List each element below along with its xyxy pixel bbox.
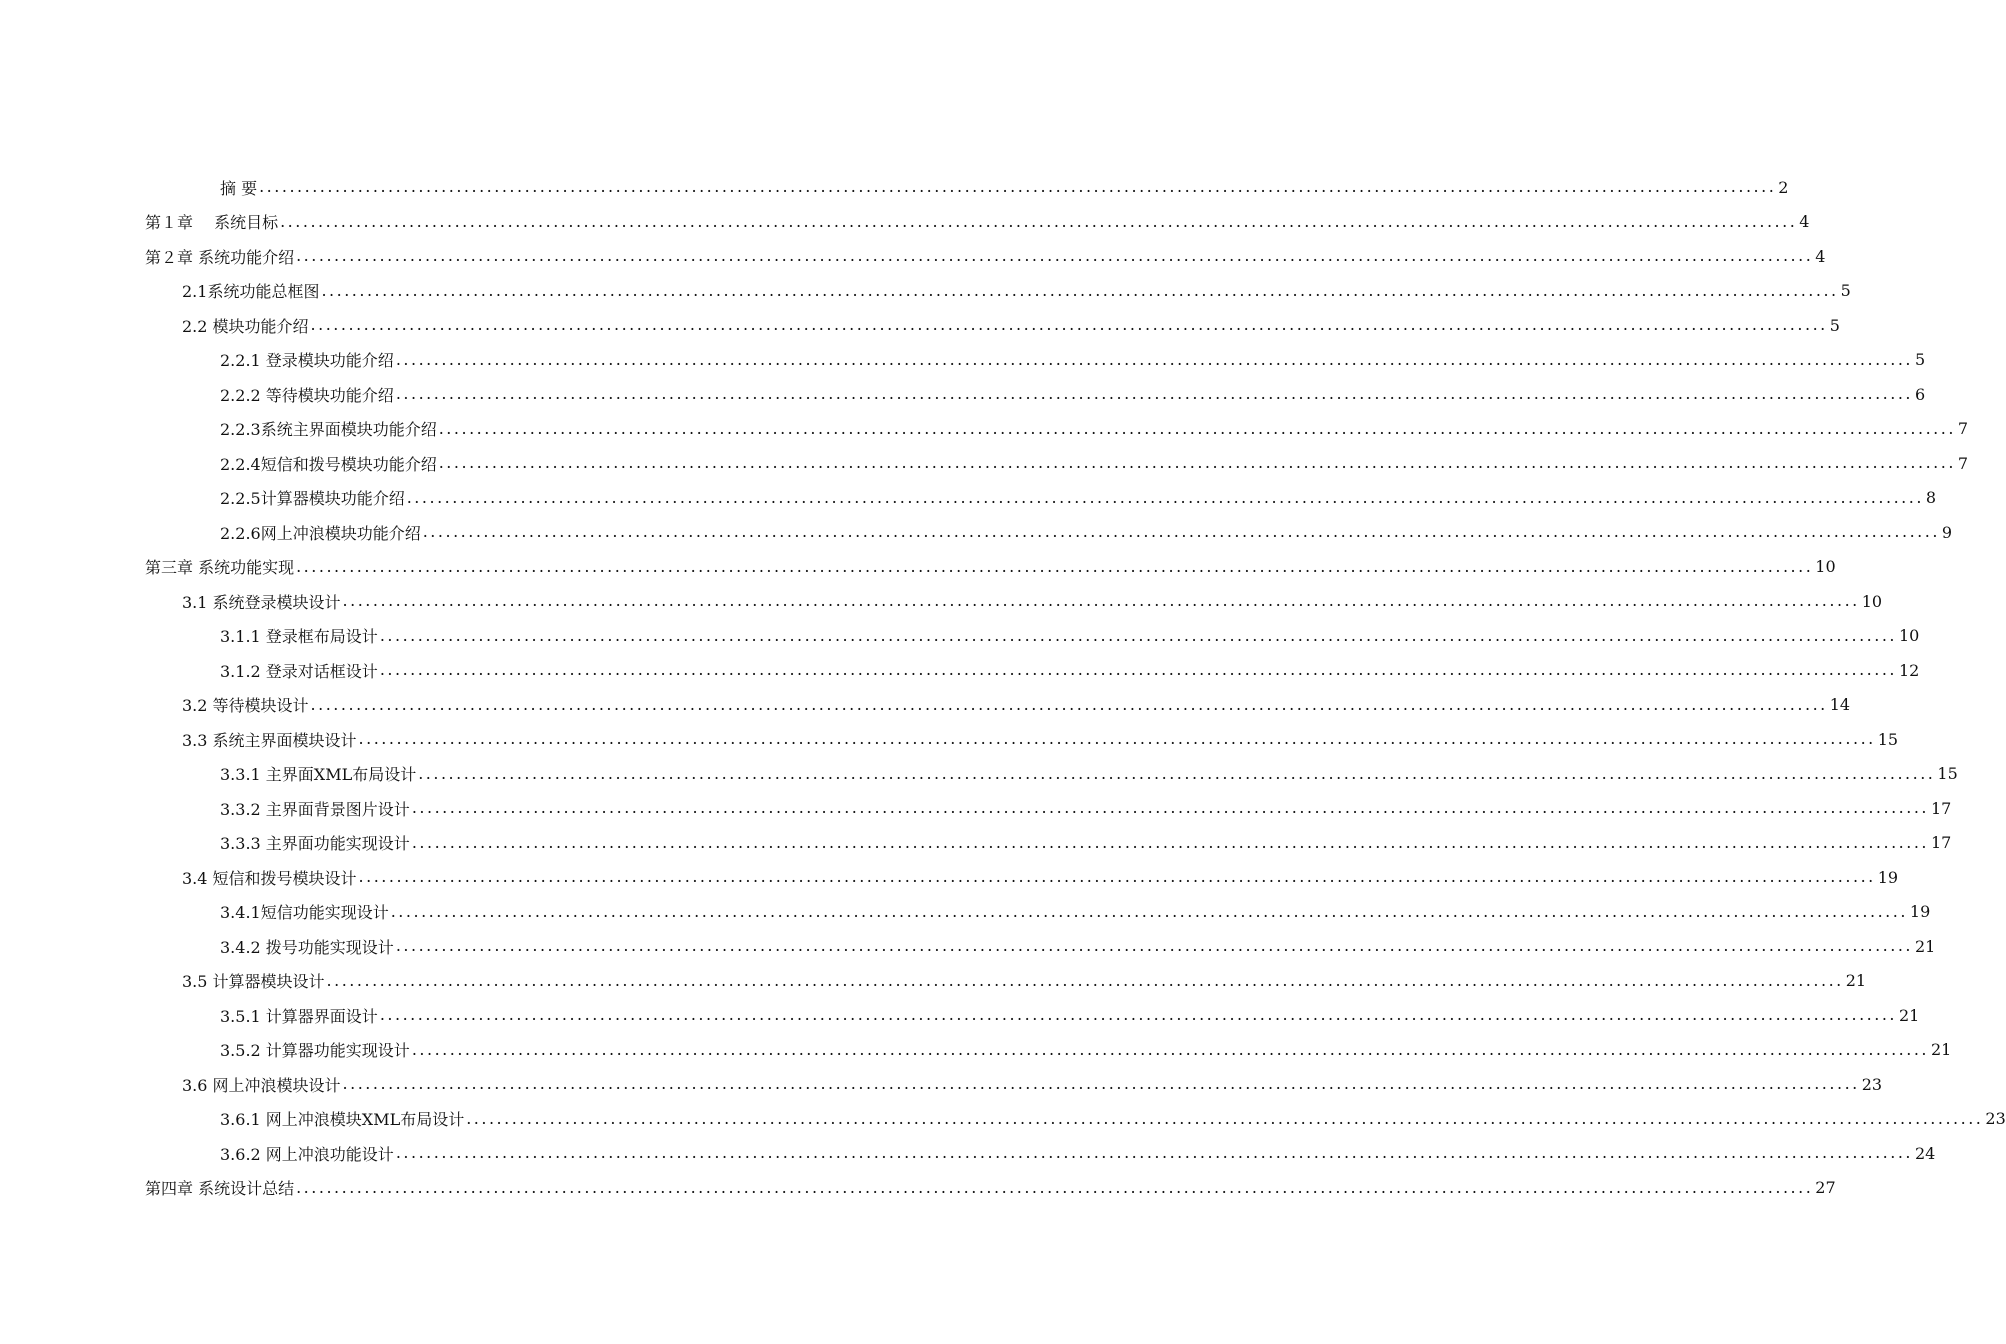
toc-entry-page-number: 17 bbox=[1931, 833, 1952, 853]
toc-entry[interactable] bbox=[220, 998, 1920, 1033]
dot-leader: ........................................................................................................................................................................................................ bbox=[390, 901, 1908, 921]
toc-entry-title: 第四章 系统设计总结 bbox=[145, 1176, 296, 1199]
toc-entry[interactable] bbox=[220, 895, 1931, 930]
toc-entry-title: 2.2.2 等待模块功能介绍 bbox=[220, 383, 396, 406]
toc-entry[interactable] bbox=[220, 446, 1969, 481]
dot-leader: ........................................................................................................................................................................................................ bbox=[411, 798, 1929, 818]
toc-entry-title: 2.2.1 登录模块功能介绍 bbox=[220, 348, 396, 371]
toc-entry-page-number: 19 bbox=[1877, 867, 1899, 887]
dot-leader: ........................................................................................................................................................................................................ bbox=[422, 522, 1940, 542]
toc-entry-title: 2.2 模块功能介绍 bbox=[182, 314, 311, 337]
dot-leader: ........................................................................................................................................................................................................ bbox=[379, 1005, 1897, 1025]
toc-entry-title: 3.3.1 主界面XML布局设计 bbox=[220, 762, 418, 785]
toc-entry-title: 3.5 计算器模块设计 bbox=[182, 969, 327, 992]
toc-entry-page-number: 17 bbox=[1931, 798, 1952, 818]
toc-entry-title: 3.1.1 登录框布局设计 bbox=[220, 624, 380, 647]
dot-leader: ........................................................................................................................................................................................................ bbox=[326, 970, 1844, 990]
toc-entry-title: 摘 要 bbox=[220, 176, 259, 199]
toc-entry-page-number: 9 bbox=[1941, 522, 1953, 542]
toc-entry-page-number: 2 bbox=[1778, 177, 1789, 197]
toc-entry[interactable] bbox=[220, 757, 1958, 792]
toc-entry[interactable] bbox=[220, 619, 1920, 654]
toc-entry-page-number: 6 bbox=[1915, 384, 1926, 404]
toc-entry[interactable] bbox=[220, 791, 1952, 826]
dot-leader: ........................................................................................................................................................................................................ bbox=[411, 1039, 1929, 1059]
toc-entry-page-number: 23 bbox=[1985, 1109, 2006, 1129]
toc-entry-page-number: 21 bbox=[1899, 1005, 1920, 1025]
toc-entry[interactable] bbox=[182, 1067, 1883, 1102]
dot-leader: ........................................................................................................................................................................................................ bbox=[379, 660, 1897, 680]
toc-entry-page-number: 5 bbox=[1829, 315, 1840, 335]
toc-entry-page-number: 23 bbox=[1861, 1074, 1883, 1094]
toc-entry[interactable] bbox=[182, 860, 1899, 895]
dot-leader: ........................................................................................................................................................................................................ bbox=[280, 211, 1798, 231]
toc-entry-page-number: 21 bbox=[1931, 1040, 1952, 1060]
toc-entry-page-number: 8 bbox=[1925, 488, 1937, 508]
toc-entry[interactable] bbox=[182, 688, 1851, 723]
toc-entry[interactable] bbox=[182, 964, 1867, 999]
toc-entry-title: 第１章 系统目标 bbox=[145, 210, 280, 233]
toc-entry-page-number: 4 bbox=[1815, 246, 1826, 266]
toc-entry[interactable] bbox=[220, 170, 1789, 205]
toc-entry[interactable] bbox=[220, 826, 1952, 861]
toc-entry-title: 3.2 等待模块设计 bbox=[182, 693, 311, 716]
dot-leader: ........................................................................................................................................................................................................ bbox=[395, 936, 1913, 956]
toc-entry-page-number: 10 bbox=[1899, 626, 1920, 646]
toc-entry[interactable] bbox=[220, 1033, 1952, 1068]
toc-entry[interactable] bbox=[145, 239, 1826, 274]
toc-entry-page-number: 12 bbox=[1899, 660, 1920, 680]
dot-leader: ........................................................................................................................................................................................................ bbox=[395, 349, 1913, 369]
toc-entry[interactable] bbox=[220, 481, 1937, 516]
toc-entry-page-number: 21 bbox=[1915, 936, 1936, 956]
toc-entry-title: 3.4.2 拨号功能实现设计 bbox=[220, 935, 396, 958]
toc-entry[interactable] bbox=[220, 653, 1920, 688]
toc-entry[interactable] bbox=[145, 205, 1810, 240]
dot-leader: ........................................................................................................................................................................................................ bbox=[411, 832, 1929, 852]
toc-entry-title: 3.4 短信和拨号模块设计 bbox=[182, 866, 359, 889]
toc-entry[interactable] bbox=[220, 1136, 1936, 1171]
dot-leader: ........................................................................................................................................................................................................ bbox=[321, 280, 1839, 300]
dot-leader: ........................................................................................................................................................................................................ bbox=[438, 453, 1956, 473]
toc-entry[interactable] bbox=[220, 412, 1969, 447]
toc-entry-title: 3.1.2 登录对话框设计 bbox=[220, 659, 380, 682]
toc-entry-page-number: 24 bbox=[1915, 1143, 1936, 1163]
toc-entry[interactable] bbox=[182, 584, 1883, 619]
toc-entry-title: 3.6.2 网上冲浪功能设计 bbox=[220, 1142, 396, 1165]
dot-leader: ........................................................................................................................................................................................................ bbox=[342, 591, 1860, 611]
toc-entry-title: 3.5.1 计算器界面设计 bbox=[220, 1004, 380, 1027]
dot-leader: ........................................................................................................................................................................................................ bbox=[310, 315, 1828, 335]
toc-entry[interactable] bbox=[182, 722, 1899, 757]
toc-entry-title: 3.3.2 主界面背景图片设计 bbox=[220, 797, 412, 820]
toc-entry-title: 3.5.2 计算器功能实现设计 bbox=[220, 1038, 412, 1061]
dot-leader: ........................................................................................................................................................................................................ bbox=[296, 556, 1814, 576]
toc-entry-page-number: 4 bbox=[1799, 212, 1810, 232]
toc-entry[interactable] bbox=[220, 377, 1926, 412]
dot-leader: ........................................................................................................................................................................................................ bbox=[358, 867, 1876, 887]
dot-leader: ........................................................................................................................................................................................................ bbox=[296, 1177, 1814, 1197]
table-of-contents bbox=[0, 170, 2006, 1205]
dot-leader: ........................................................................................................................................................................................................ bbox=[438, 418, 1956, 438]
toc-entry[interactable] bbox=[220, 1102, 2006, 1137]
dot-leader: ........................................................................................................................................................................................................ bbox=[395, 384, 1913, 404]
dot-leader: ........................................................................................................................................................................................................ bbox=[418, 763, 1936, 783]
toc-entry-page-number: 7 bbox=[1957, 453, 1969, 473]
toc-entry-title: 第三章 系统功能实现 bbox=[145, 555, 296, 578]
toc-entry-title: 3.4.1短信功能实现设计 bbox=[220, 900, 391, 923]
toc-entry-title: 2.1系统功能总框图 bbox=[182, 279, 321, 302]
toc-entry-page-number: 15 bbox=[1877, 729, 1899, 749]
toc-entry-title: 第２章 系统功能介绍 bbox=[145, 245, 296, 268]
toc-entry-title: 2.2.6网上冲浪模块功能介绍 bbox=[220, 521, 423, 544]
dot-leader: ........................................................................................................................................................................................................ bbox=[395, 1143, 1913, 1163]
toc-entry-title: 3.6 网上冲浪模块设计 bbox=[182, 1073, 343, 1096]
toc-entry-page-number: 10 bbox=[1861, 591, 1883, 611]
toc-entry-page-number: 15 bbox=[1937, 764, 1958, 784]
toc-entry-title: 2.2.4短信和拨号模块功能介绍 bbox=[220, 452, 439, 475]
dot-leader: ........................................................................................................................................................................................................ bbox=[466, 1108, 1984, 1128]
toc-entry[interactable] bbox=[220, 343, 1926, 378]
toc-entry-page-number: 7 bbox=[1957, 419, 1969, 439]
toc-entry-title: 3.6.1 网上冲浪模块XML布局设计 bbox=[220, 1107, 466, 1130]
dot-leader: ........................................................................................................................................................................................................ bbox=[342, 1074, 1860, 1094]
toc-entry[interactable] bbox=[145, 1171, 1836, 1206]
toc-entry-page-number: 10 bbox=[1815, 557, 1836, 577]
dot-leader: ........................................................................................................................................................................................................ bbox=[310, 694, 1828, 714]
toc-entry[interactable] bbox=[145, 550, 1836, 585]
toc-entry-title: 3.3 系统主界面模块设计 bbox=[182, 728, 359, 751]
dot-leader: ........................................................................................................................................................................................................ bbox=[296, 246, 1814, 266]
toc-entry-page-number: 5 bbox=[1915, 350, 1926, 370]
toc-entry-page-number: 27 bbox=[1815, 1178, 1836, 1198]
toc-entry-title: 3.1 系统登录模块设计 bbox=[182, 590, 343, 613]
toc-entry[interactable] bbox=[182, 308, 1840, 343]
toc-entry[interactable] bbox=[220, 515, 1953, 550]
toc-entry-page-number: 5 bbox=[1840, 281, 1851, 301]
toc-entry-title: 2.2.3系统主界面模块功能介绍 bbox=[220, 417, 439, 440]
dot-leader: ........................................................................................................................................................................................................ bbox=[259, 177, 1777, 197]
toc-entry-title: 2.2.5计算器模块功能介绍 bbox=[220, 486, 407, 509]
toc-entry[interactable] bbox=[182, 274, 1851, 309]
toc-entry-page-number: 21 bbox=[1845, 971, 1867, 991]
dot-leader: ........................................................................................................................................................................................................ bbox=[379, 625, 1897, 645]
dot-leader: ........................................................................................................................................................................................................ bbox=[358, 729, 1876, 749]
toc-entry[interactable] bbox=[220, 929, 1936, 964]
toc-entry-page-number: 14 bbox=[1829, 695, 1851, 715]
toc-entry-title: 3.3.3 主界面功能实现设计 bbox=[220, 831, 412, 854]
dot-leader: ........................................................................................................................................................................................................ bbox=[406, 487, 1924, 507]
toc-entry-page-number: 19 bbox=[1909, 902, 1931, 922]
